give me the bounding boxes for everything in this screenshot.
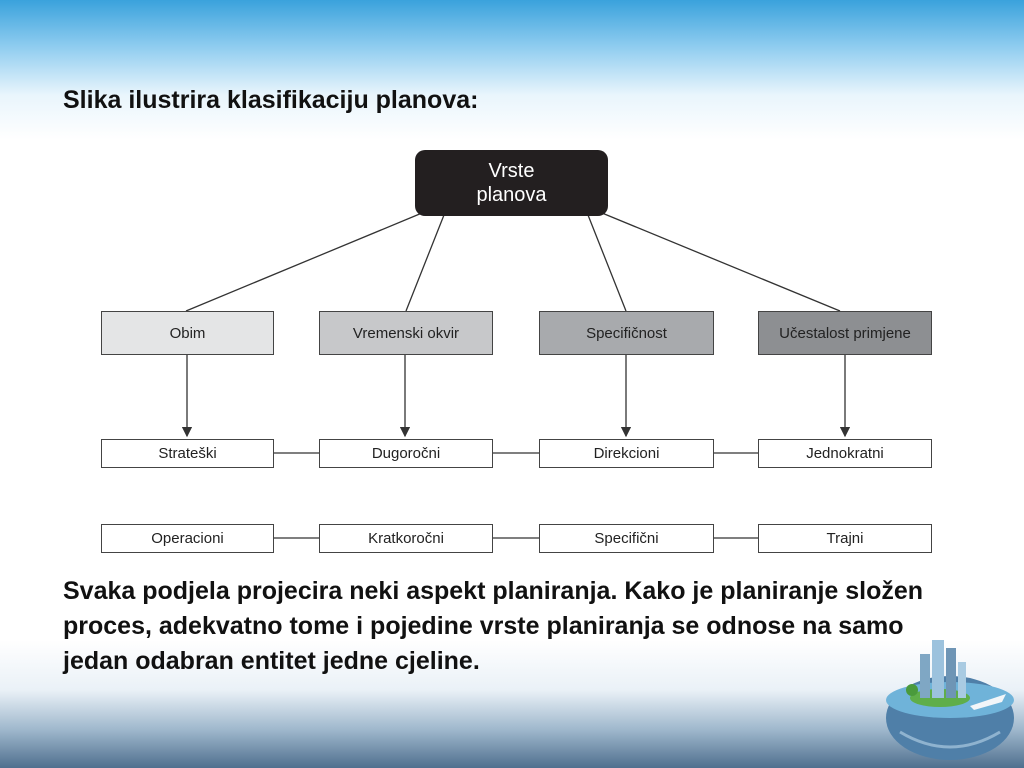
leaf-node-operacioni: Operacioni — [101, 524, 274, 553]
slide-heading: Slika ilustrira klasifikaciju planova: — [63, 86, 479, 114]
root-label-line2: planova — [476, 184, 547, 206]
leaf-node-specificni: Specifični — [539, 524, 714, 553]
root-node — [415, 150, 608, 216]
root-to-category-line — [588, 215, 626, 311]
root-to-category-line — [602, 213, 840, 311]
category-node-vremenski-okvir: Vremenski okvir — [319, 311, 493, 355]
leaf-node-trajni: Trajni — [758, 524, 932, 553]
root-to-category-line — [406, 215, 444, 311]
slide-body-text: Svaka podjela projecira neki aspekt planiranja. Kako je planiranje složen proces, adekvatno tome i pojedine vrste planiranja se odnose na samo jedan odabran entitet jedne cjeline. — [63, 577, 924, 675]
category-node-obim: Obim — [101, 311, 274, 355]
root-to-category-line — [186, 213, 422, 311]
leaf-node-dugorocni: Dugoročni — [319, 439, 493, 468]
leaf-node-jednokratni: Jednokratni — [758, 439, 932, 468]
leaf-node-kratkorocni: Kratkoročni — [319, 524, 493, 553]
leaf-node-direkcioni: Direkcioni — [539, 439, 714, 468]
globe-city-illustration-icon — [880, 622, 1020, 768]
root-label-line1: Vrste — [488, 160, 535, 182]
category-node-ucestalost-primjene: Učestalost primjene — [758, 311, 932, 355]
category-node-specificnost: Specifičnost — [539, 311, 714, 355]
leaf-node-strateski: Strateški — [101, 439, 274, 468]
